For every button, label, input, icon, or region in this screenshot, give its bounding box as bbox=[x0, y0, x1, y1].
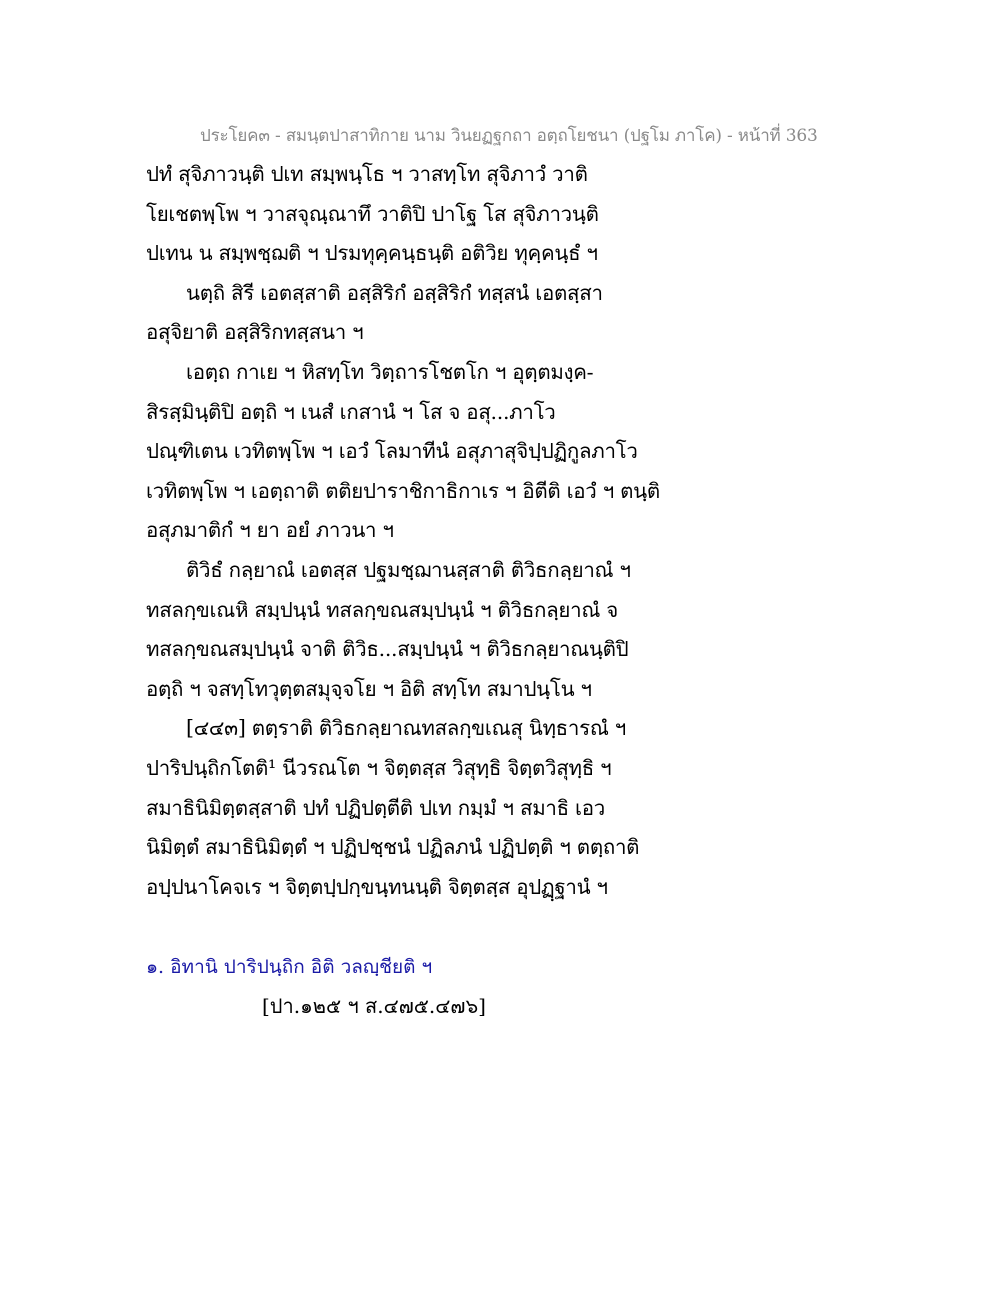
text-line: นตฺถิ สิรี เอตสฺสาติ อสฺสิริกํ อสฺสิริกํ ทสฺสนํ เอตสฺสา bbox=[186, 280, 603, 305]
text-line: ติวิธํ กลฺยาณํ เอตสฺส ปฐมชฺฌานสฺสาติ ติวิธกลฺยาณํ ฯ bbox=[186, 557, 631, 582]
running-header: ประโยค๓ - สมนฺตปาสาทิกาย นาม วินยฏฐกถา อตฺถโยชนา (ปฐโม ภาโค) - หน้าที่ 363 bbox=[200, 126, 818, 146]
text-line: นิมิตฺตํ สมาธินิมิตฺตํ ฯ ปฏิปชฺชนํ ปฏิลภนํ ปฏิปตฺติ ฯ ตตฺถาติ bbox=[146, 835, 640, 860]
text-line: ปณฺฑิเตน เวทิตพฺโพ ฯ เอวํ โลมาทีนํ อสุภาสุจิปฺปฏิกูลภาโว bbox=[146, 439, 638, 464]
text-line: เวทิตพฺโพ ฯ เอตฺถาติ ตติยปาราชิกาธิกาเร ฯ อิตีติ เอวํ ฯ ตนฺติ bbox=[146, 478, 660, 503]
text-line: อสุจิยาติ อสฺสิริกทสฺสนา ฯ bbox=[146, 320, 364, 345]
footnote: ๑. อิทานิ ปาริปนฺถิก อิติ วลญฺชียติ ฯ bbox=[146, 956, 433, 978]
text-line: อปฺปนาโคจเร ฯ จิตฺตปฺปกฺขนฺทนนฺติ จิตฺตสฺส อุปฏฺฐานํ ฯ bbox=[146, 874, 608, 899]
text-line: โยเชตพฺโพ ฯ วาสจุณฺณาทึ วาติปิ ปาโฐ โส สุจิภาวนฺติ bbox=[146, 201, 599, 226]
text-line: [๔๔๓] ตตฺราติ ติวิธกลฺยาณทสลกฺขเณสุ นิทฺธารณํ ฯ bbox=[186, 716, 626, 741]
text-line: ปาริปนฺถิกโตติ¹ นีวรณโต ฯ จิตฺตสฺส วิสุทฺธิ จิตฺตวิสุทฺธิ ฯ bbox=[146, 755, 612, 780]
text-line: ทสลกฺขเณหิ สมฺปนฺนํ ทสลกฺขณสมฺปนฺนํ ฯ ติวิธกลฺยาณํ จ bbox=[146, 597, 618, 622]
text-line: อสุภมาติกํ ฯ ยา อยํ ภาวนา ฯ bbox=[146, 518, 394, 543]
text-line: สิรสฺมินฺติปิ อตฺถิ ฯ เนสํ เกสานํ ฯ โส จ อสุ...ภาโว bbox=[146, 399, 556, 424]
text-line: อตฺถิ ฯ จสทฺโทวุตฺตสมุจฺจโย ฯ อิติ สทฺโท สมาปนฺโน ฯ bbox=[146, 676, 592, 701]
text-line: สมาธินิมิตฺตสฺสาติ ปทํ ปฏิปตฺตีติ ปเท กมฺมํ ฯ สมาธิ เอว bbox=[146, 795, 605, 820]
text-line: ทสลกฺขณสมฺปนฺนํ จาติ ติวิธ...สมฺปนฺนํ ฯ ติวิธกลฺยาณนฺติปิ bbox=[146, 637, 629, 662]
text-line: เอตฺถ กาเย ฯ หิสทฺโท วิตฺถารโชตโก ฯ อุตฺตมงฺค- bbox=[186, 359, 594, 384]
page-reference: [ปา.๑๒๕ ฯ ส.๔๗๕.๔๗๖] bbox=[262, 994, 486, 1018]
text-line: ปเทน น สมฺพชฺฌติ ฯ ปรมทุคฺคนฺธนฺติ อติวิย ทุคฺคนฺธํ ฯ bbox=[146, 241, 598, 266]
body-text bbox=[146, 158, 866, 910]
text-line: ปทํ สุจิภาวนฺติ ปเท สมฺพนฺโธ ฯ วาสทฺโท สุจิภาวํ วาติ bbox=[146, 162, 588, 186]
